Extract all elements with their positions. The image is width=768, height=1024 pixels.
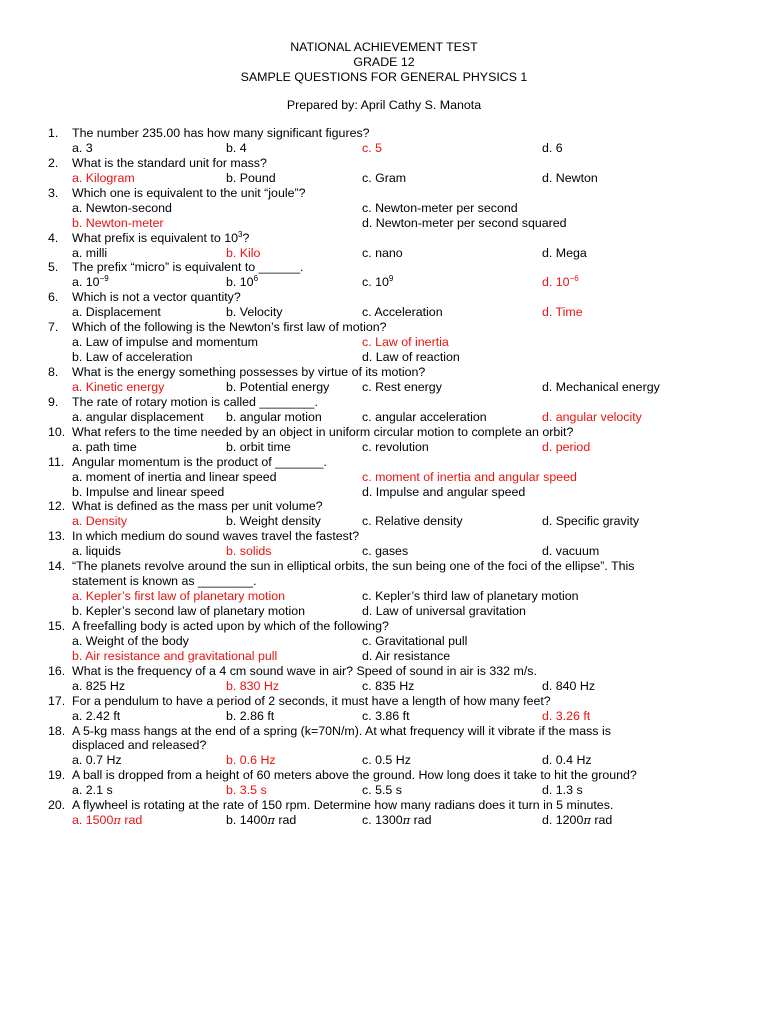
answer-option: c. Newton-meter per second (362, 200, 518, 215)
question-stem-row (48, 529, 748, 544)
question-stem-row (48, 186, 748, 201)
answer-option: b. 4 (226, 140, 247, 155)
answer-option: d. 6 (542, 140, 563, 155)
question-stem-row (48, 365, 748, 380)
options-row (48, 141, 748, 156)
question-stem-row (48, 724, 748, 739)
answer-option: b. Pound (226, 170, 276, 185)
answer-option: d. Mechanical energy (542, 379, 660, 394)
question-number: 12. (48, 499, 66, 514)
answer-option: d. Newton (542, 170, 598, 185)
options-row (48, 649, 748, 664)
question-number: 4. (48, 230, 59, 245)
answer-option: c. revolution (362, 439, 429, 454)
question-13 (48, 529, 748, 559)
question-number: 17. (48, 693, 66, 708)
question-number: 15. (48, 618, 66, 633)
question-number: 11. (48, 454, 65, 469)
question-text: What refers to the time needed by an object in uniform circular motion to complete an orbit? (72, 424, 574, 439)
answer-option-correct: d. angular velocity (542, 409, 642, 424)
question-6 (48, 290, 748, 320)
question-number: 1. (48, 126, 59, 140)
question-stem-row (48, 126, 748, 141)
answer-option: b. 2.86 ft (226, 708, 275, 723)
question-14 (48, 559, 748, 619)
question-17 (48, 694, 748, 724)
test-title: NATIONAL ACHIEVEMENT TEST (290, 40, 478, 54)
question-text: What is the frequency of a 4 cm sound wave in air? Speed of sound in air is 332 m/s. (72, 663, 537, 678)
answer-option: d. vacuum (542, 544, 600, 559)
answer-option-correct: b. Kilo (226, 245, 261, 260)
question-text: What is the standard unit for mass? (72, 155, 267, 170)
options-row (48, 485, 748, 500)
question-text: statement is known as ________. (72, 574, 257, 589)
answer-option-correct: b. solids (226, 544, 272, 559)
answer-option-correct: d. $10^{-6}$ (542, 274, 579, 290)
answer-option: a. 0.7 Hz (72, 753, 122, 768)
question-text: In which medium do sound waves travel the fastest? (72, 529, 360, 544)
answer-option-correct: a. Kilogram (72, 170, 135, 185)
question-number: 2. (48, 155, 59, 170)
answer-option: a. moment of inertia and linear speed (72, 469, 277, 484)
question-stem-row (48, 425, 748, 440)
answer-option: a. liquids (72, 544, 121, 559)
options-row (48, 604, 748, 619)
question-11 (48, 455, 748, 500)
options-row (48, 350, 748, 365)
answer-option: b. Weight density (226, 514, 321, 529)
question-text: A ball is dropped from a height of 60 meters above the ground. How long does it take to hit the ground? (72, 768, 637, 783)
question-text: For a pendulum to have a period of 2 seconds, it must have a length of how many feet? (72, 693, 551, 708)
answer-option: c. Rest energy (362, 379, 442, 394)
question-text: A flywheel is rotating at the rate of 150 rpm. Determine how many radians does it turn in 5 minutes. (72, 798, 614, 813)
answer-option: d. Mega (542, 245, 587, 260)
question-stem-row (48, 231, 748, 246)
answer-option: d. Law of universal gravitation (362, 604, 526, 618)
question-number: 19. (48, 768, 66, 783)
options-row (48, 380, 748, 395)
answer-option-correct: d. Time (542, 305, 583, 320)
question-20 (48, 798, 748, 828)
question-number: 18. (48, 723, 66, 738)
answer-option-correct: a. 1500π rad (72, 813, 143, 828)
answer-option: c. Gravitational pull (362, 633, 468, 648)
document-subtitle: SAMPLE QUESTIONS FOR GENERAL PHYSICS 1 (240, 70, 528, 84)
answer-option: b. Impulse and linear speed (72, 484, 225, 499)
question-text: Which is not a vector quantity? (72, 290, 241, 305)
answer-option: b. $10^6$ (226, 274, 259, 290)
question-number: 3. (48, 185, 59, 200)
question-9 (48, 395, 748, 425)
question-text: A 5-kg mass hangs at the end of a spring (k=70N/m). At what frequency will it vibrate if the mass is (72, 723, 611, 738)
answer-option: d. Specific gravity (542, 514, 640, 529)
question-stem-row (48, 738, 748, 753)
answer-option: c. nano (362, 245, 403, 260)
options-row (48, 783, 748, 798)
question-list (48, 126, 748, 828)
answer-option: b. angular motion (226, 409, 322, 424)
options-row (48, 813, 748, 828)
question-stem-row (48, 694, 748, 709)
question-number: 5. (48, 260, 59, 275)
question-stem-row (48, 768, 748, 783)
question-number: 8. (48, 365, 59, 379)
answer-option: c. $10^9$ (362, 274, 394, 290)
answer-option: d. Impulse and angular speed (362, 484, 526, 499)
question-2 (48, 156, 748, 186)
answer-option-correct: b. 3.5 s (226, 783, 267, 798)
question-4 (48, 231, 748, 261)
answer-option: c. Relative density (362, 514, 463, 529)
answer-option: c. Gram (362, 170, 407, 185)
answer-option: c. Kepler’s third law of planetary motion (362, 589, 579, 604)
options-row (48, 410, 748, 425)
question-stem-row (48, 798, 748, 813)
answer-option: a. 2.42 ft (72, 708, 121, 723)
options-row (48, 305, 748, 320)
question-number: 9. (48, 394, 59, 409)
question-stem-row (48, 290, 748, 305)
answer-option: a. $10^{-9}$ (72, 274, 109, 290)
answer-option-correct: b. 830 Hz (226, 678, 280, 693)
options-row (48, 544, 748, 559)
answer-option: c. Acceleration (362, 305, 443, 320)
answer-option-correct: b. 0.6 Hz (226, 753, 276, 768)
answer-option: c. 0.5 Hz (362, 753, 411, 768)
question-text: displaced and released? (72, 738, 207, 753)
question-text: “The planets revolve around the sun in elliptical orbits, the sun being one of the foci of the ellipse”. This (72, 559, 635, 574)
options-row (48, 440, 748, 455)
answer-option: a. angular displacement (72, 409, 204, 424)
answer-option: a. 2.1 s (72, 783, 113, 798)
answer-option: a. Newton-second (72, 200, 172, 215)
options-row (48, 171, 748, 186)
question-text: The rate of rotary motion is called ________. (72, 394, 318, 409)
answer-option: b. orbit time (226, 439, 291, 454)
prepared-by: Prepared by: April Cathy S. Manota (286, 98, 482, 112)
question-stem-row (48, 320, 748, 335)
answer-option: d. Law of reaction (362, 350, 460, 365)
answer-option: b. Kepler’s second law of planetary motion (72, 604, 306, 618)
answer-option: d. 1.3 s (542, 783, 583, 798)
answer-option: a. milli (72, 245, 108, 260)
answer-option: d. 1200π rad (542, 813, 613, 828)
question-number: 6. (48, 290, 59, 305)
question-text: What is defined as the mass per unit volume? (72, 499, 323, 514)
question-text: A freefalling body is acted upon by which of the following? (72, 618, 389, 633)
question-16 (48, 664, 748, 694)
question-stem-row (48, 156, 748, 171)
answer-option-correct: a. Kepler’s first law of planetary motion (72, 589, 286, 604)
question-7 (48, 320, 748, 365)
question-text: Which one is equivalent to the unit “joule”? (72, 185, 306, 200)
question-number: 13. (48, 529, 66, 544)
question-text: What prefix is equivalent to $10^3$? (72, 229, 250, 245)
grade-level: GRADE 12 (353, 55, 415, 69)
answer-option-correct: d. 3.26 ft (542, 708, 591, 723)
answer-option: a. Weight of the body (72, 633, 189, 648)
document-header (0, 40, 768, 85)
question-stem-row (48, 574, 748, 589)
answer-option: d. Air resistance (362, 648, 451, 663)
question-stem-row (48, 260, 748, 275)
answer-option-correct: c. moment of inertia and angular speed (362, 469, 577, 484)
question-number: 20. (48, 798, 66, 813)
question-5 (48, 260, 748, 290)
question-stem-row (48, 455, 748, 470)
answer-option: c. 1300π rad (362, 813, 432, 828)
answer-option: a. Law of impulse and momentum (72, 335, 258, 350)
question-stem-row (48, 395, 748, 410)
options-row (48, 589, 748, 604)
question-stem-row (48, 499, 748, 514)
author-line (0, 98, 768, 113)
question-text: Angular momentum is the product of _______. (72, 454, 327, 469)
answer-option: b. Potential energy (226, 379, 330, 394)
answer-option: a. path time (72, 439, 137, 454)
question-15 (48, 619, 748, 664)
options-row (48, 679, 748, 694)
question-text: What is the energy something possesses by virtue of its motion? (72, 365, 426, 379)
options-row (48, 246, 748, 261)
options-row (48, 201, 748, 216)
options-row (48, 335, 748, 350)
answer-option: c. angular acceleration (362, 409, 487, 424)
options-row (48, 753, 748, 768)
question-number: 10. (48, 424, 66, 439)
options-row (48, 470, 748, 485)
answer-option-correct: c. Law of inertia (362, 335, 449, 350)
answer-option: a. Displacement (72, 305, 161, 320)
answer-option: a. 3 (72, 140, 93, 155)
answer-option: b. Law of acceleration (72, 350, 193, 365)
options-row (48, 709, 748, 724)
answer-option-correct: c. 5 (362, 140, 382, 155)
options-row (48, 275, 748, 290)
question-8 (48, 365, 748, 395)
question-stem-row (48, 619, 748, 634)
options-row (48, 216, 748, 231)
options-row (48, 514, 748, 529)
question-number: 16. (48, 663, 66, 678)
question-stem-row (48, 664, 748, 679)
question-12 (48, 499, 748, 529)
answer-option: b. Velocity (226, 305, 283, 320)
question-10 (48, 425, 748, 455)
answer-option: d. 0.4 Hz (542, 753, 592, 768)
question-18 (48, 724, 748, 769)
answer-option-correct: b. Newton-meter (72, 215, 164, 230)
question-number: 7. (48, 320, 59, 335)
question-text: The prefix “micro” is equivalent to ______. (72, 260, 304, 275)
question-number: 14. (48, 559, 66, 574)
question-text: Which of the following is the Newton’s first law of motion? (72, 320, 387, 335)
answer-option: b. 1400π rad (226, 813, 297, 828)
answer-option-correct: d. period (542, 439, 591, 454)
answer-option-correct: b. Air resistance and gravitational pull (72, 648, 278, 663)
question-3 (48, 186, 748, 231)
options-row (48, 634, 748, 649)
answer-option: c. gases (362, 544, 409, 559)
answer-option: a. 825 Hz (72, 678, 126, 693)
question-19 (48, 768, 748, 798)
answer-option-correct: a. Density (72, 514, 128, 529)
answer-option: d. Newton-meter per second squared (362, 215, 567, 230)
answer-option: c. 3.86 ft (362, 708, 410, 723)
answer-option: d. 840 Hz (542, 678, 596, 693)
answer-option-correct: a. Kinetic energy (72, 379, 165, 394)
question-1 (48, 126, 748, 156)
answer-option: c. 5.5 s (362, 783, 402, 798)
answer-option: c. 835 Hz (362, 678, 415, 693)
question-stem-row (48, 559, 748, 574)
question-text: The number 235.00 has how many significant figures? (72, 126, 370, 140)
